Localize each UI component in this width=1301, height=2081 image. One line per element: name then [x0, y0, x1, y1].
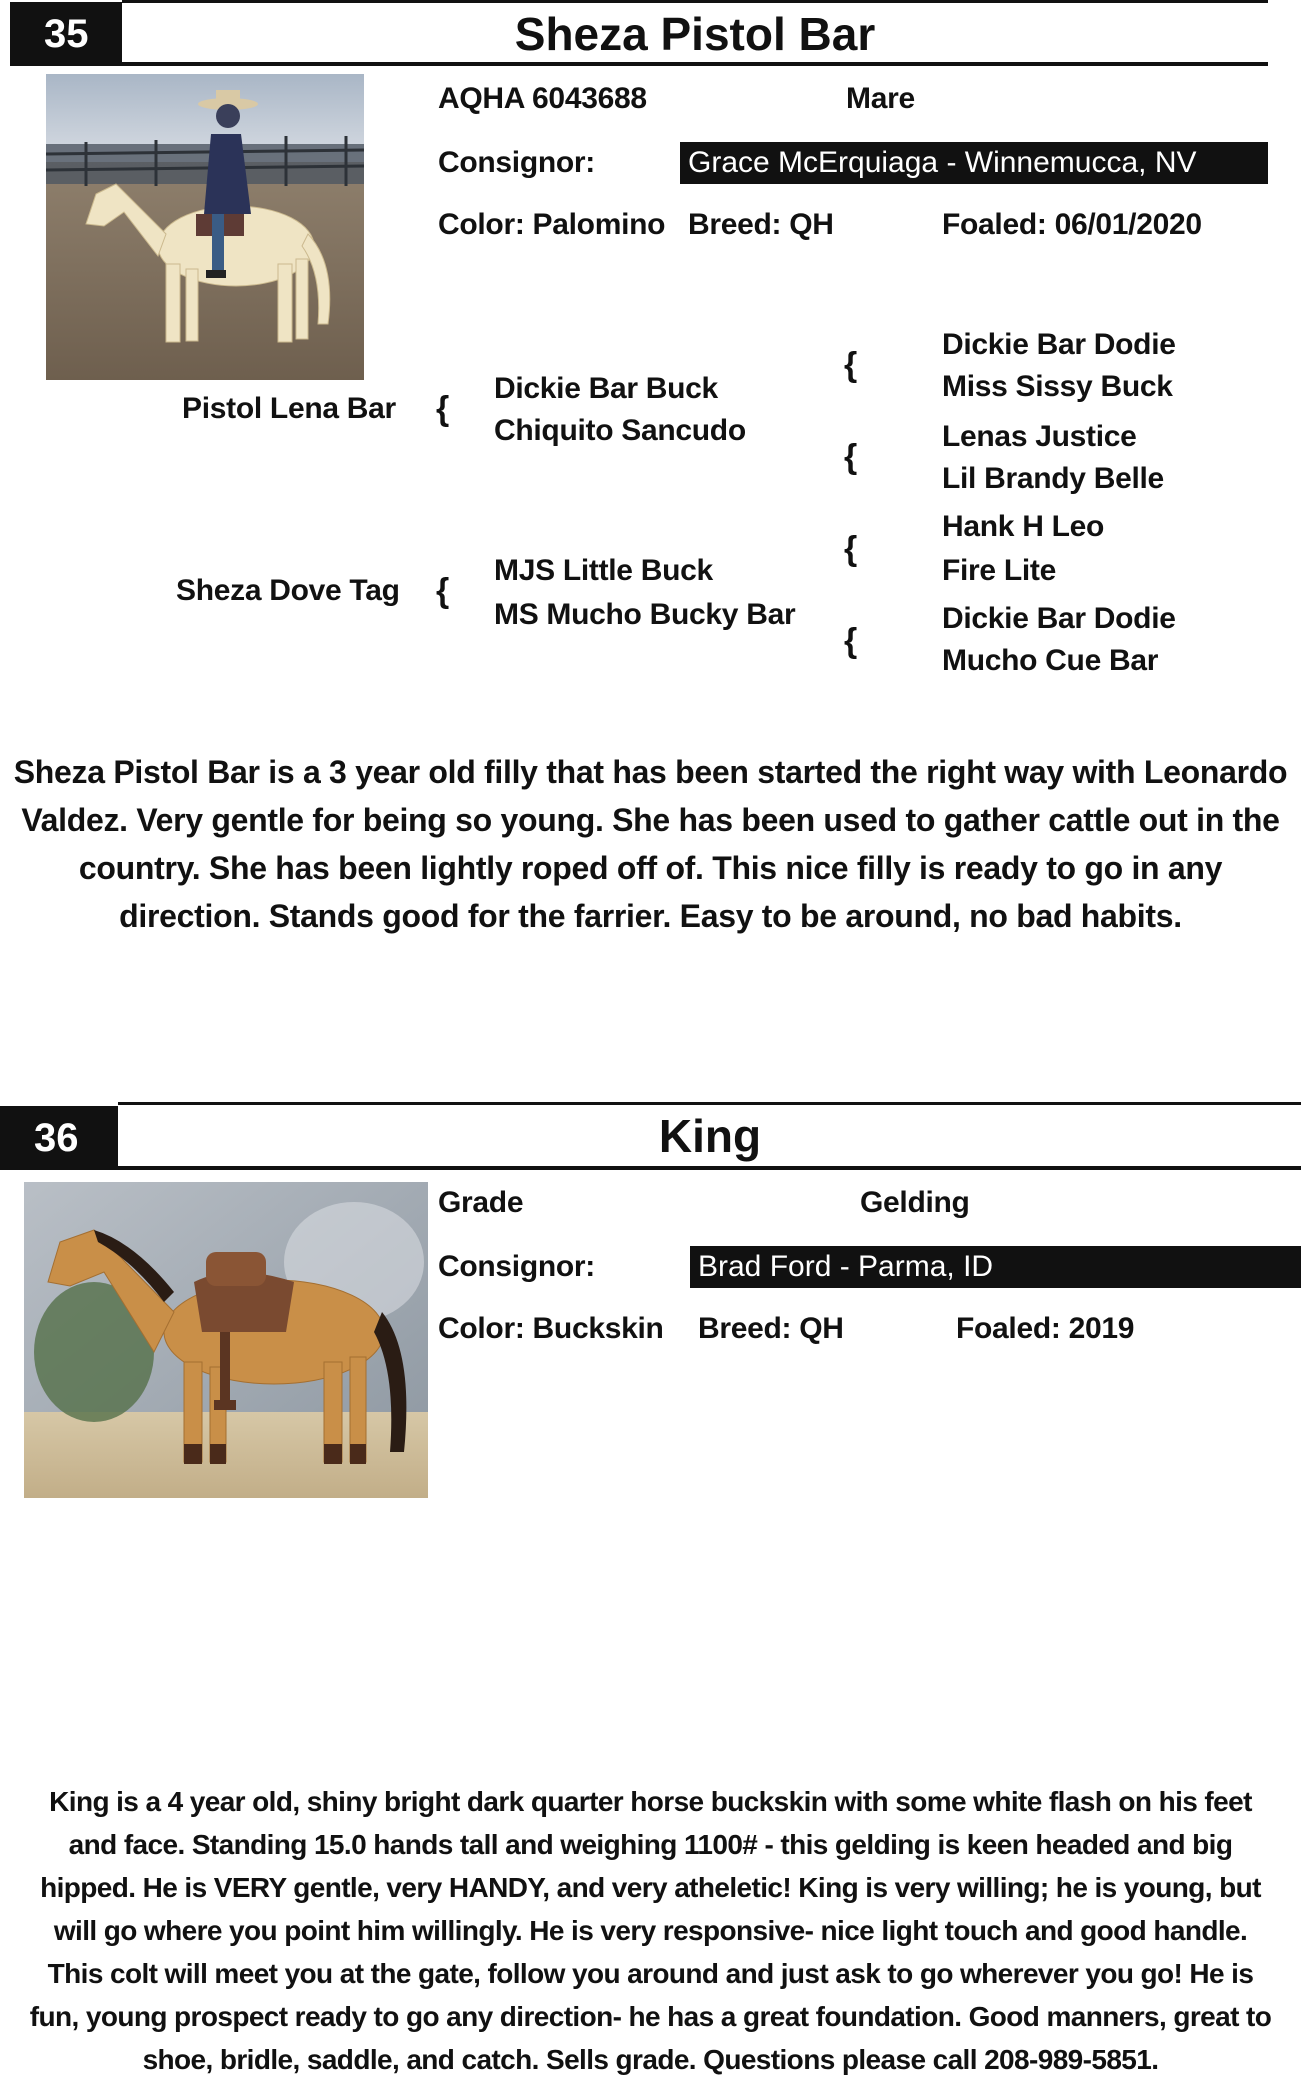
consignor-label: Consignor:: [438, 1250, 595, 1283]
horse-photo: [24, 1182, 428, 1498]
registration: AQHA 6043688: [438, 82, 647, 115]
dam-dam: MS Mucho Bucky Bar: [494, 598, 796, 631]
pedigree-brace: {: [844, 530, 858, 568]
title-rule-bottom: [122, 62, 1268, 66]
title-rule-top: [122, 0, 1268, 3]
breed: Breed: QH: [698, 1312, 844, 1345]
pedigree-brace: {: [844, 622, 858, 660]
grand-sire-4: Dickie Bar Dodie: [942, 602, 1176, 635]
grand-dam-2: Lil Brandy Belle: [942, 462, 1164, 495]
description-line: direction. Stands good for the farrier. Easy to be around, no bad habits.: [119, 898, 1182, 934]
breed: Breed: QH: [688, 208, 834, 241]
grand-dam-4: Mucho Cue Bar: [942, 644, 1159, 677]
description-line: Sheza Pistol Bar is a 3 year old filly that has been started the right way with Leonardo: [13, 754, 1288, 790]
lot-number-badge: [0, 1106, 118, 1170]
consignor-label: Consignor:: [438, 146, 595, 179]
pedigree-brace: {: [844, 346, 858, 384]
sex: Gelding: [860, 1186, 970, 1219]
dam: Sheza Dove Tag: [176, 574, 400, 607]
consignor-box: [690, 1246, 1301, 1288]
description-line: country. She has been lightly roped off of. This nice filly is ready to go in any: [78, 850, 1223, 886]
lot-number: 36: [34, 1115, 79, 1160]
lot-description: [0, 1780, 1301, 2081]
pedigree-brace: {: [436, 390, 450, 428]
description-line: shoe, bridle, saddle, and catch. Sells grade. Questions please call 208-989-5851.: [142, 2044, 1159, 2075]
horse-with-rider-photo-icon: [46, 74, 364, 380]
dam-sire: MJS Little Buck: [494, 554, 713, 587]
description-line: This colt will meet you at the gate, follow you around and just ask to go wherever you go! He is: [47, 1958, 1254, 1989]
foaled: Foaled: 06/01/2020: [942, 208, 1202, 241]
sire-dam: Chiquito Sancudo: [494, 414, 746, 447]
horse-photo: [46, 74, 364, 380]
consignor-name: Brad Ford - Parma, ID: [698, 1250, 994, 1283]
description-line: King is a 4 year old, shiny bright dark quarter horse buckskin with some white flash on his feet: [49, 1786, 1252, 1817]
title-rule-top: [118, 1102, 1301, 1105]
grand-dam-3: Fire Lite: [942, 554, 1056, 587]
horse-name: King: [658, 1110, 762, 1162]
color: Color: Buckskin: [438, 1312, 664, 1345]
sire-sire: Dickie Bar Buck: [494, 372, 718, 405]
foaled: Foaled: 2019: [956, 1312, 1135, 1345]
consignor-box: [680, 142, 1268, 184]
registration: Grade: [438, 1186, 524, 1219]
grand-sire-1: Dickie Bar Dodie: [942, 328, 1176, 361]
grand-sire-2: Lenas Justice: [942, 420, 1137, 453]
lot-number-badge: [10, 2, 122, 66]
grand-dam-1: Miss Sissy Buck: [942, 370, 1173, 403]
description-line: Valdez. Very gentle for being so young. She has been used to gather cattle out in the: [21, 802, 1280, 838]
horse-name: Sheza Pistol Bar: [514, 8, 876, 60]
description-line: fun, young prospect ready to go any direction- he has a great foundation. Good manners, great to: [29, 2001, 1272, 2032]
lot-number: 35: [44, 11, 89, 56]
sire: Pistol Lena Bar: [182, 392, 396, 425]
consignor-name: Grace McErquiaga - Winnemucca, NV: [688, 146, 1197, 179]
description-line: and face. Standing 15.0 hands tall and weighing 1100# - this gelding is keen headed and big: [68, 1829, 1233, 1860]
lot-description: [0, 748, 1301, 940]
saddled-buckskin-horse-photo-icon: [24, 1182, 428, 1498]
title-rule-bottom: [118, 1166, 1301, 1170]
color: Color: Palomino: [438, 208, 666, 241]
pedigree-brace: {: [436, 572, 450, 610]
pedigree-brace: {: [844, 438, 858, 476]
grand-sire-3: Hank H Leo: [942, 510, 1105, 543]
description-line: hipped. He is VERY gentle, very HANDY, and very atheletic! King is very willing; he is young, but: [40, 1872, 1261, 1903]
description-line: will go where you point him willingly. He is very responsive- nice light touch and good handle.: [53, 1915, 1248, 1946]
sex: Mare: [846, 82, 915, 115]
